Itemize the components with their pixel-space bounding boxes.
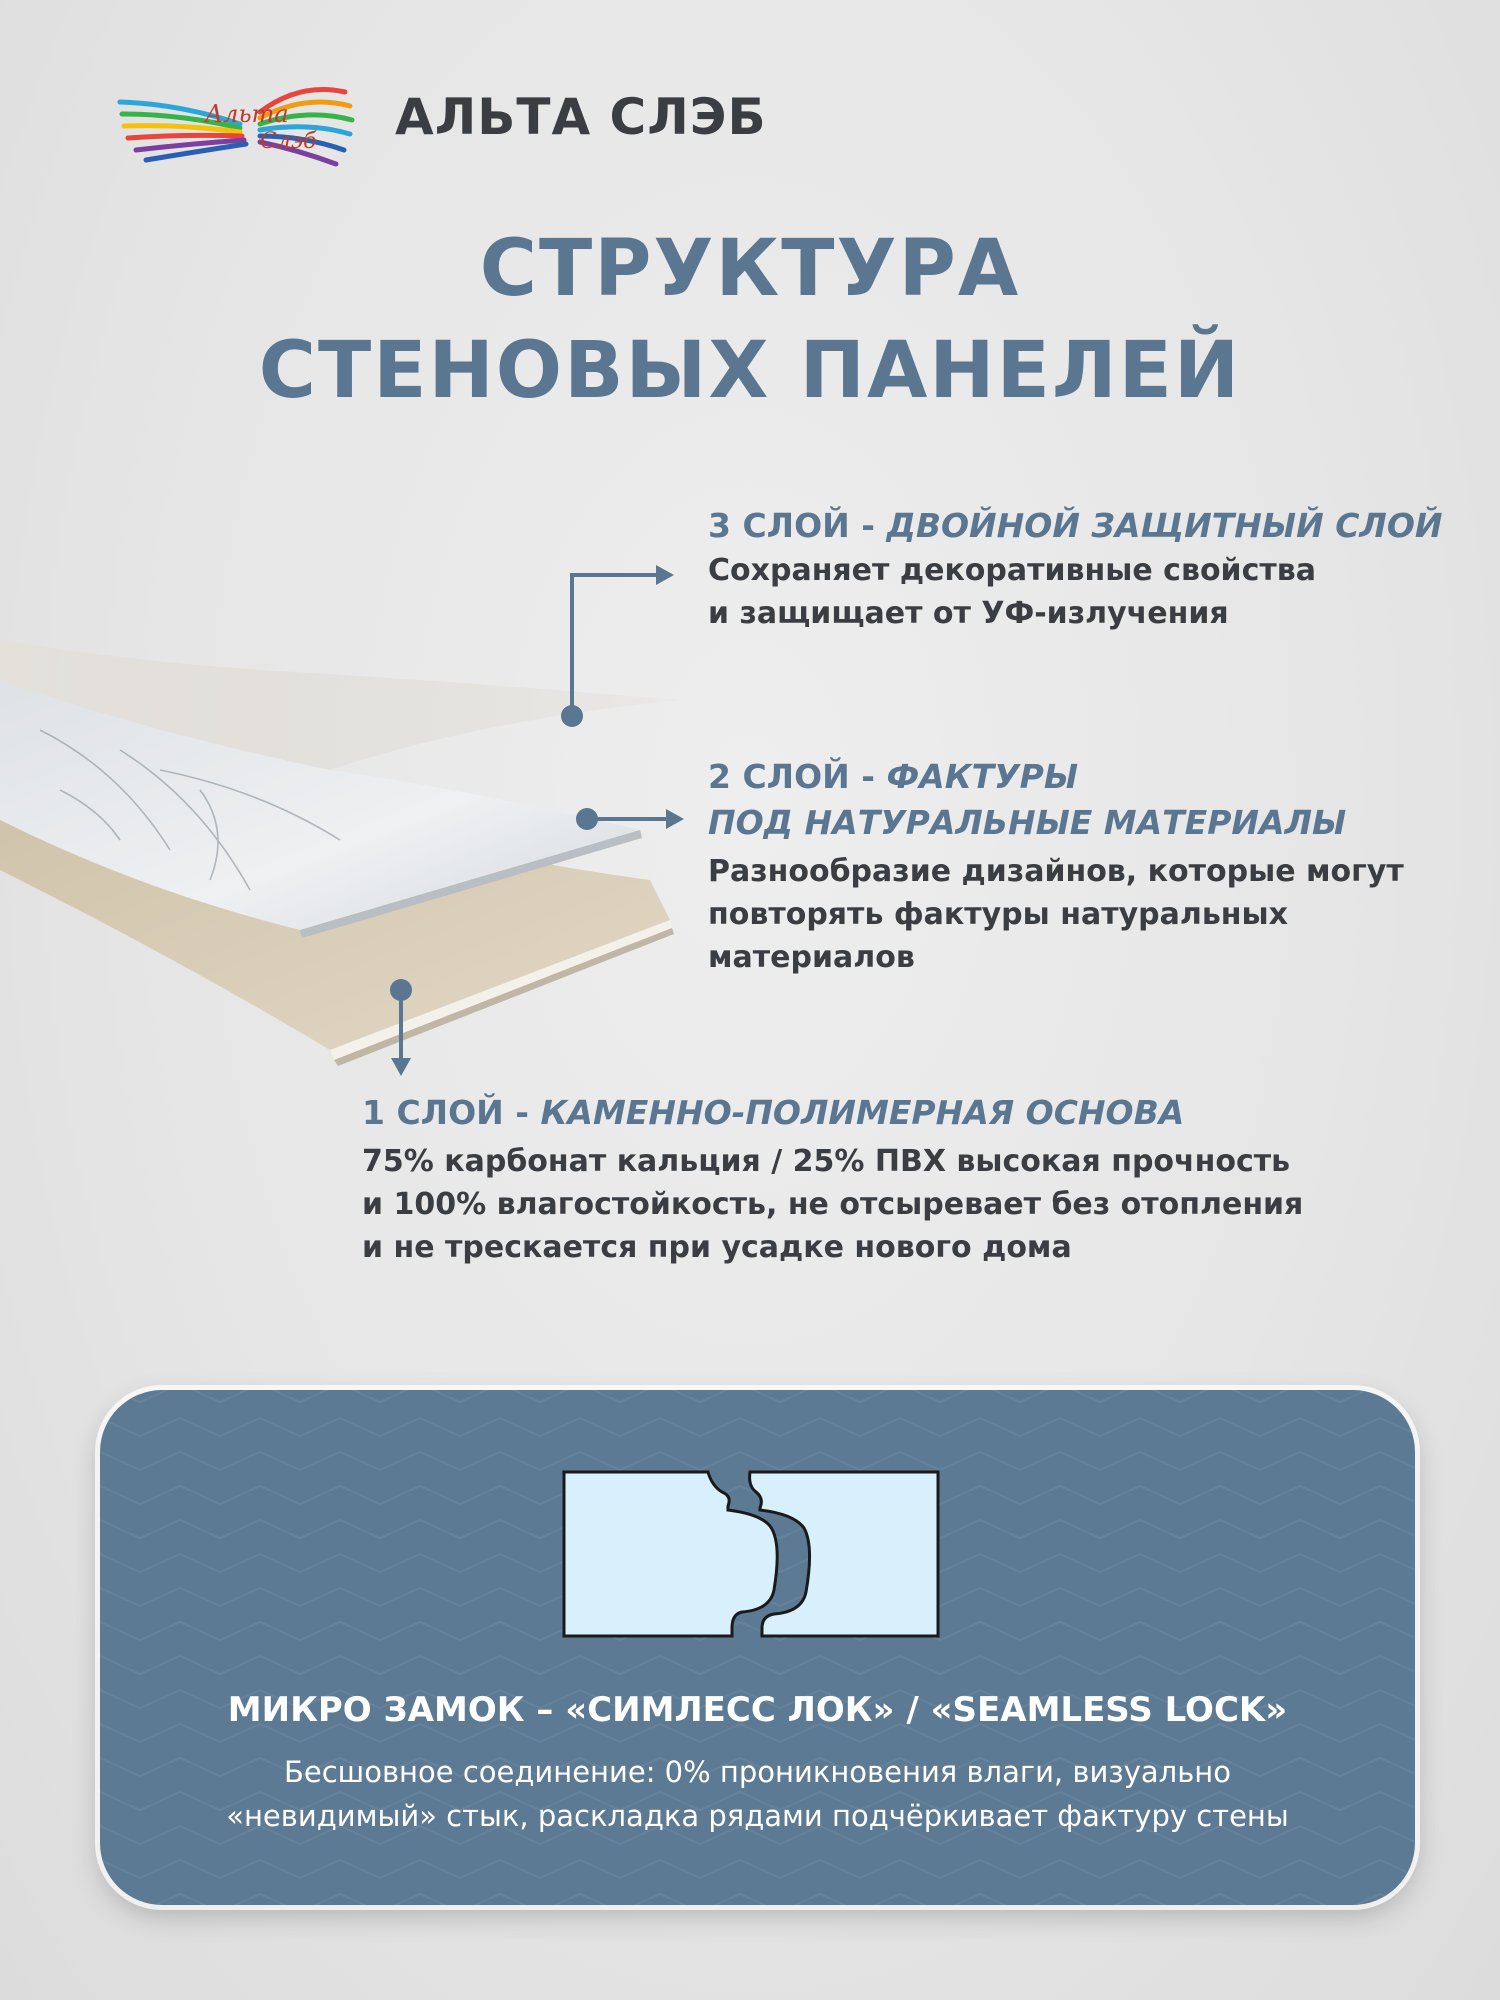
- micro-lock-joint-icon: [562, 1470, 940, 1638]
- layer1-name: КАМЕННО-ПОЛИМЕРНАЯ ОСНОВА: [540, 1093, 1185, 1132]
- lock-desc-line2: «невидимый» стык, раскладка рядами подчёркивает фактуру стены: [226, 1799, 1289, 1833]
- layer2-desc-line1: Разнообразие дизайнов, которые могут: [708, 854, 1404, 889]
- layer1-description: [362, 1140, 1303, 1269]
- layer3-heading: [708, 503, 1443, 549]
- layer2-name-line1: ФАКТУРЫ: [886, 757, 1079, 796]
- pattern-line: [100, 1390, 1415, 1402]
- layer1-block: [362, 1090, 1303, 1269]
- layer1-label: 1 СЛОЙ -: [362, 1093, 541, 1132]
- lock-title: МИКРО ЗАМОК – «СИМЛЕСС ЛОК» / «SEAMLESS LOCK»: [227, 1690, 1288, 1730]
- layer3-description: [708, 549, 1443, 635]
- layer1-desc-line1: 75% карбонат кальция / 25% ПВХ высокая прочность: [362, 1144, 1291, 1179]
- pattern-line: [100, 1894, 1415, 1905]
- layer2-heading: [708, 754, 1404, 800]
- pattern-line: [100, 1656, 1415, 1674]
- layer2-description: [708, 850, 1404, 979]
- layer2-label: 2 СЛОЙ -: [708, 757, 887, 796]
- layer3-desc-line2: и защищает от УФ-излучения: [708, 596, 1229, 631]
- page-title: [0, 218, 1500, 422]
- layer2-desc-line2: повторять фактуры натуральных: [708, 897, 1289, 932]
- layer3-label: 3 СЛОЙ -: [708, 506, 887, 545]
- connector-layer2: [576, 808, 684, 830]
- title-line1: СТРУКТУРА: [479, 224, 1021, 314]
- pattern-line: [100, 1418, 1415, 1436]
- lock-description: [100, 1750, 1415, 1838]
- layer3-desc-line1: Сохраняет декоративные свойства: [708, 553, 1316, 588]
- layer3-block: [708, 503, 1443, 635]
- layer1-heading: [362, 1090, 1303, 1136]
- pattern-line: [100, 1860, 1415, 1878]
- layer1-desc-line2: и 100% влагостойкость, не отсыревает без отопления: [362, 1187, 1304, 1222]
- pattern-line: [100, 1452, 1415, 1470]
- title-line2: СТЕНОВЫХ ПАНЕЛЕЙ: [258, 326, 1242, 416]
- logo-text-line1: Альта: [205, 100, 289, 128]
- panel-layers-illustration: [0, 640, 720, 1080]
- layer3-name: ДВОЙНОЙ ЗАЩИТНЫЙ СЛОЙ: [886, 506, 1443, 545]
- layer2-name-line2: ПОД НАТУРАЛЬНЫЕ МАТЕРИАЛЫ: [708, 803, 1347, 842]
- layer2-desc-line3: материалов: [708, 940, 915, 975]
- layer1-desc-line3: и не трескается при усадке нового дома: [362, 1230, 1072, 1265]
- logo-text-line2: Слэб: [260, 129, 317, 154]
- lock-desc-line1: Бесшовное соединение: 0% проникновения влаги, визуально: [284, 1755, 1231, 1789]
- layer2-block: [708, 754, 1404, 979]
- feather-wing-logo-icon: [110, 72, 360, 172]
- seamless-lock-card: [100, 1390, 1415, 1905]
- brand-name: АЛЬТА СЛЭБ: [395, 88, 767, 146]
